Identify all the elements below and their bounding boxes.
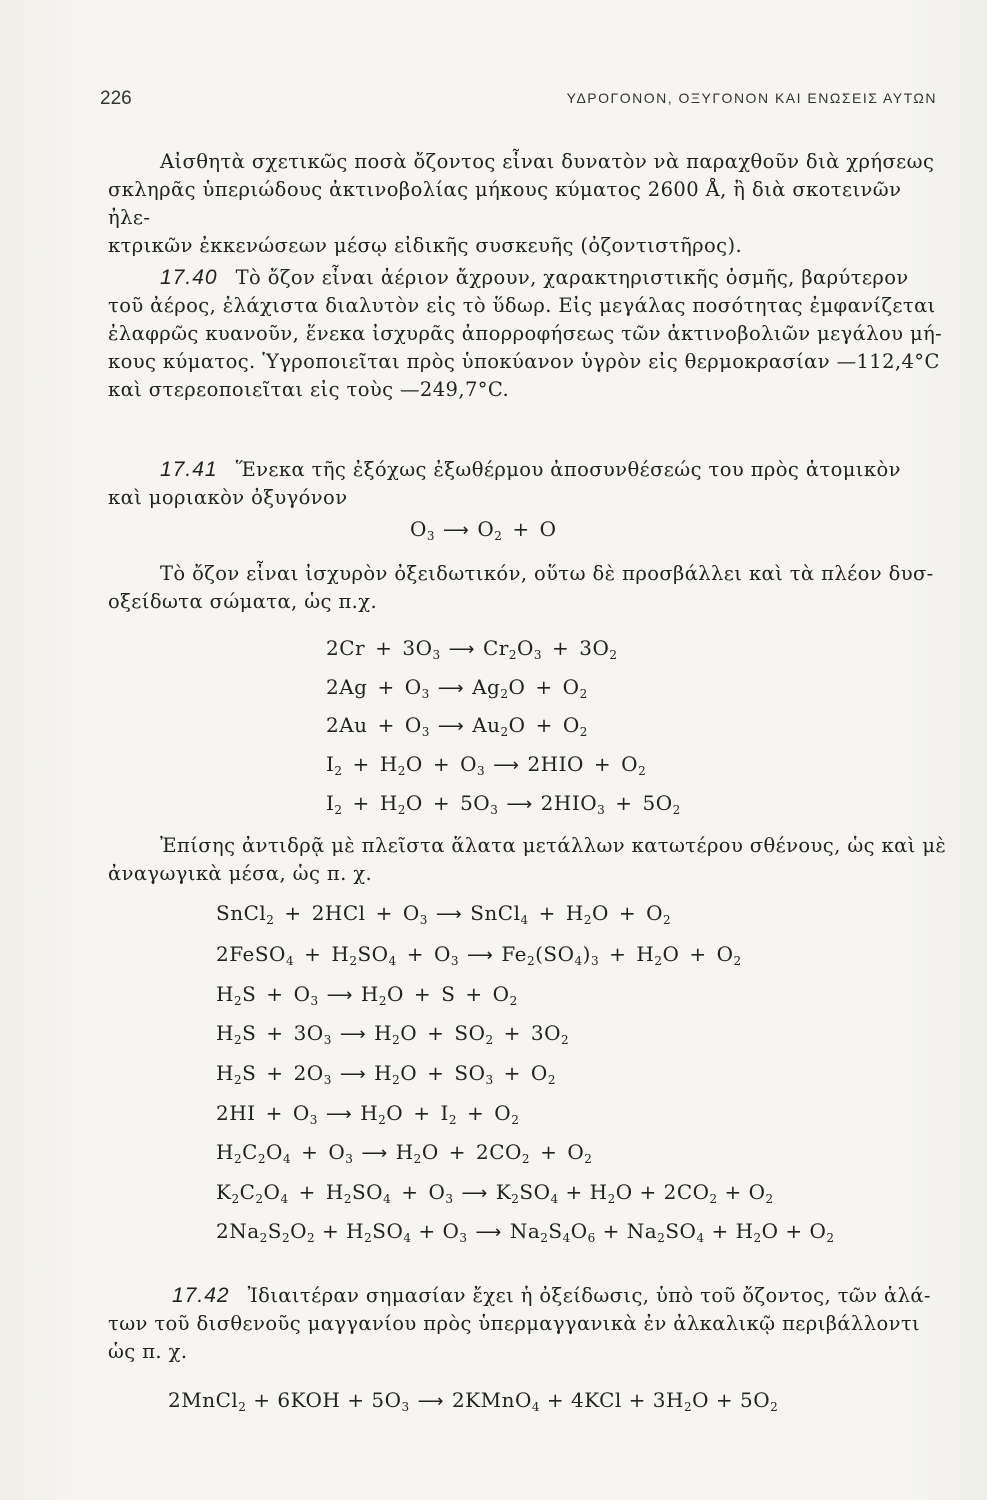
intro-paragraph	[108, 148, 948, 260]
text-line: καὶ μοριακὸν ὀξυγόνον	[108, 486, 348, 509]
text-line: Τὸ ὄζον εἶναι ἰσχυρὸν ὀξειδωτικόν, οὕτω δὲ προσβάλλει καὶ τὰ πλέον δυσ-	[160, 562, 934, 585]
section-number: 17.42	[172, 1284, 230, 1307]
equation-tin: SnCl$_2$ + $2HCl + O_3$ ⟶ SnCl$_4$ + $H_2O + O_2$	[216, 901, 672, 927]
eq-text	[0, 0, 1, 1]
equation-decomposition: $O_3$ ⟶ $O_2 + O$	[410, 517, 557, 543]
equation-chromium: $2Cr + 3O_3$ ⟶ $Cr_2O_3 + 3O_2$	[326, 636, 618, 662]
text-line: ὡς π. χ.	[108, 1340, 188, 1363]
equation-oxalic: $H_2C_2O_4 + O_3$ ⟶ $H_2O + 2CO_2 + O_2$	[216, 1140, 593, 1166]
text-line	[108, 456, 948, 484]
section-number: 17.40	[160, 266, 218, 289]
text-line: ἐλαφρῶς κυανοῦν, ἕνεκα ἰσχυρᾶς ἀπορροφήσεως τῶν ἀκτινοβολιῶν μεγάλου μή-	[108, 322, 943, 345]
text-line: κτρικῶν ἐκκενώσεων μέσῳ εἰδικῆς συσκευῆς (ὀζοντιστῆρος).	[108, 234, 743, 257]
equation-iron: 2FeSO$_4$ + $H_2SO_4 + O_3$ ⟶ $Fe_2(SO_4)_3 + H_2O + O_2$	[216, 942, 742, 968]
equation-silver: $2Ag + O_3$ ⟶ $Ag_2O + O_2$	[326, 675, 588, 701]
section-number: 17.41	[160, 458, 218, 481]
equation-iodine-2: $I_2 + H_2O + 5O_3$ ⟶ $2HIO_3 + 5O_2$	[326, 791, 681, 817]
equation-hi: $2HI + O_3$ ⟶ $H_2O + I_2 + O_2$	[216, 1101, 520, 1127]
equation-oxalate: $K_2C_2O_4 + H_2SO_4 + O_3$ ⟶ $K_2SO_4 + H_2O + 2CO_2 + O_2$	[216, 1180, 774, 1206]
equation-gold: $2Au + O_3$ ⟶ $Au_2O + O_2$	[326, 713, 588, 739]
text-line: Ἐπίσης ἀντιδρᾷ μὲ πλεῖστα ἅλατα μετάλλων κατωτέρου σθένους, ὡς καὶ μὲ	[160, 834, 947, 857]
equation-h2s-3: $H_2S + 2O_3$ ⟶ $H_2O + SO_3 + O_2$	[216, 1061, 556, 1087]
equation-h2s-1: $H_2S + O_3$ ⟶ $H_2O + S + O_2$	[216, 982, 518, 1008]
page-header	[100, 88, 937, 118]
text-line: των τοῦ δισθενοῦς μαγγανίου πρὸς ὑπερμαγγανικὰ ἐν ἀλκαλικῷ περιβάλλοντι	[108, 1312, 921, 1335]
text-span: Ἰδιαιτέραν σημασίαν ἔχει ἡ ὀξείδωσις, ὑπὸ τοῦ ὄζοντος, τῶν ἁλά-	[247, 1284, 931, 1307]
text-span: Ἕνεκα τῆς ἐξόχως ἐξωθέρμου ἀποσυνθέσεώς του πρὸς ἀτομικὸν	[235, 458, 901, 481]
section-17-40	[108, 264, 948, 404]
equation-h2s-2: $H_2S + 3O_3$ ⟶ $H_2O + SO_2 + 3O_2$	[216, 1021, 570, 1047]
equation-iodine-1: $I_2 + H_2O + O_3$ ⟶ $2HIO + O_2$	[326, 752, 647, 778]
section-17-41-oxidizer	[108, 560, 948, 616]
text-line: Αἰσθητὰ σχετικῶς ποσὰ ὄζοντος εἶναι δυνατὸν νὰ παραχθοῦν διὰ χρήσεως	[160, 150, 935, 173]
section-17-41-reducing	[108, 832, 948, 888]
text-line: καὶ στερεοποιεῖται εἰς τοὺς —249,7°C.	[108, 378, 510, 401]
running-title: ΥΔΡΟΓΟΝΟΝ, ΟΞΥΓΟΝΟΝ ΚΑΙ ΕΝΩΣΕΙΣ ΑΥΤΩΝ	[566, 90, 937, 106]
equation-thiosulfate: $2Na_2S_2O_2 + H_2SO_4 + O_3$ ⟶ $Na_2S_4O_6 + Na_2SO_4 + H_2O + O_2$	[216, 1219, 835, 1245]
equation-manganese: 2MnCl$_2$ + $6KOH + 5O_3$ ⟶ 2KMnO$_4$ + $4KCl + 3H_2O + 5O_2$	[168, 1388, 779, 1414]
text-line: σκληρᾶς ὑπεριώδους ἀκτινοβολίας μήκους κύματος 2600 Å, ἢ διὰ σκοτεινῶν ἠλε-	[108, 178, 902, 229]
section-17-41-intro	[108, 456, 948, 512]
text-line	[108, 264, 948, 292]
text-line: ἀναγωγικὰ μέσα, ὡς π. χ.	[108, 862, 373, 885]
text-line: κους κύματος. Ὑγροποιεῖται πρὸς ὑποκύανον ὑγρὸν εἰς θερμοκρασίαν —112,4°C	[108, 350, 940, 373]
text-line: οξείδωτα σώματα, ὡς π.χ.	[108, 590, 378, 613]
section-17-42	[108, 1282, 948, 1366]
text-line: τοῦ ἀέρος, ἐλάχιστα διαλυτὸν εἰς τὸ ὕδωρ. Εἰς μεγάλας ποσότητας ἐμφανίζεται	[108, 294, 936, 317]
page-number: 226	[100, 88, 132, 109]
text-line	[108, 1282, 948, 1310]
text-span: Τὸ ὄζον εἶναι ἀέριον ἄχρουν, χαρακτηριστικῆς ὀσμῆς, βαρύτερον	[235, 266, 909, 289]
